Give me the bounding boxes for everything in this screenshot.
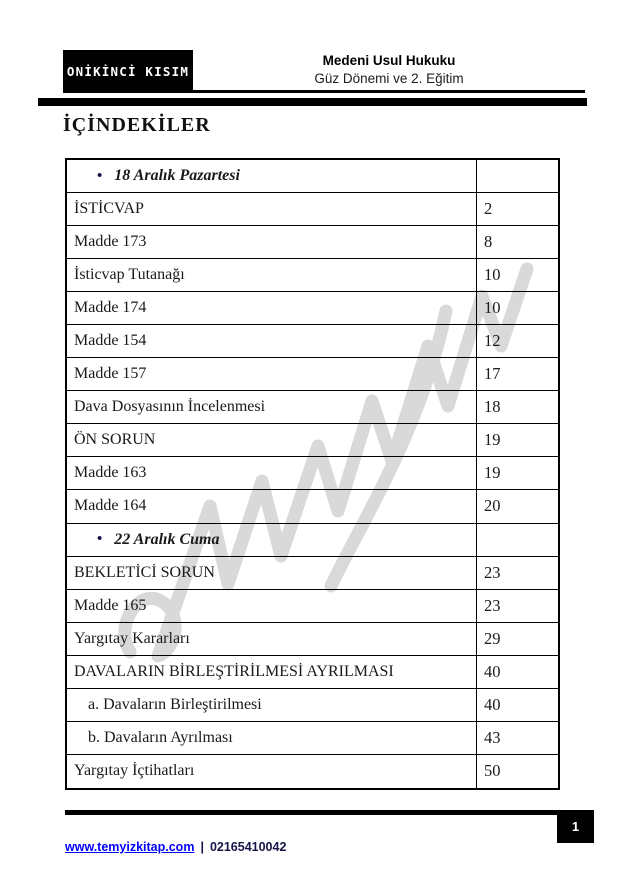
toc-row <box>67 358 558 391</box>
toc-entry-text: 18 Aralık Pazartesi <box>114 167 240 185</box>
header-thin-rule <box>63 90 585 93</box>
footer-rule <box>65 810 590 815</box>
toc-entry-label <box>67 557 477 589</box>
phone-number: 02165410042 <box>209 840 287 854</box>
bullet-icon: • <box>97 167 103 184</box>
toc-entry-text: DAVALARIN BİRLEŞTİRİLMESİ AYRILMASI <box>74 662 394 680</box>
toc-entry-text: Dava Dosyasının İncelenmesi <box>74 398 266 416</box>
toc-entry-page: 19 <box>484 463 501 483</box>
toc-row <box>67 292 558 325</box>
toc-entry-page: 12 <box>484 331 501 351</box>
toc-entry-text: a. Davaların Birleştirilmesi <box>88 695 262 713</box>
toc-entry-label <box>67 391 477 423</box>
toc-entry-text: Madde 173 <box>74 233 147 251</box>
footer-contact <box>65 840 286 854</box>
toc-entry-label <box>67 490 477 522</box>
toc-entry-label <box>67 193 477 225</box>
footer-separator: | <box>200 840 204 854</box>
toc-entry-page: 40 <box>484 661 501 681</box>
toc-entry-text: b. Davaların Ayrılması <box>88 728 233 746</box>
section-title-box <box>63 50 193 93</box>
toc-entry-text: Madde 154 <box>74 332 147 350</box>
toc-entry-text: Madde 157 <box>74 365 147 383</box>
page-number: 1 <box>571 819 580 834</box>
toc-entry-label <box>67 722 477 754</box>
toc-entry-label <box>67 358 477 390</box>
toc-entry-text: İSTİCVAP <box>74 200 144 218</box>
bullet-icon: • <box>97 531 103 548</box>
toc-row <box>67 722 558 755</box>
toc-row <box>67 160 558 193</box>
toc-entry-text: Yargıtay İçtihatları <box>74 762 195 780</box>
toc-entry-text: Madde 165 <box>74 596 147 614</box>
section-title-label: ONİKİNCİ KISIM <box>66 64 190 79</box>
toc-entry-label <box>67 292 477 324</box>
toc-entry-label <box>67 755 477 788</box>
toc-entry-page: 43 <box>484 727 501 747</box>
toc-entry-page: 2 <box>484 199 493 219</box>
toc-entry-label <box>67 259 477 291</box>
toc-entry-page: 50 <box>484 761 501 781</box>
course-subtitle: Güz Dönemi ve 2. Eğitim <box>314 70 464 86</box>
toc-row <box>67 524 558 557</box>
page-title: İÇİNDEKİLER <box>63 114 211 136</box>
toc-row <box>67 424 558 457</box>
toc-entry-label <box>67 689 477 721</box>
toc-entry-page: 23 <box>484 562 501 582</box>
toc-entry-text: Madde 174 <box>74 299 147 317</box>
toc-entry-page: 17 <box>484 364 501 384</box>
toc-entry-text: Yargıtay Kararları <box>74 629 190 647</box>
toc-row <box>67 325 558 358</box>
toc-entry-label <box>67 524 477 556</box>
toc-entry-label <box>67 424 477 456</box>
toc-entry-label <box>67 160 477 192</box>
toc-entry-text: Madde 164 <box>74 497 147 515</box>
toc-row <box>67 656 558 689</box>
toc-entry-label <box>67 325 477 357</box>
toc-entry-text: ÖN SORUN <box>74 431 156 449</box>
header-thick-rule <box>38 98 587 106</box>
toc-entry-label <box>67 623 477 655</box>
toc-row <box>67 259 558 292</box>
toc-entry-page <box>477 524 558 556</box>
header-titles <box>193 53 585 88</box>
toc-entry-text: 22 Aralık Cuma <box>114 530 220 548</box>
toc-row <box>67 755 558 788</box>
toc-entry-page: 10 <box>484 265 501 285</box>
toc-entry-page: 20 <box>484 496 501 516</box>
toc-entry-page: 40 <box>484 694 501 714</box>
toc-entry-page: 23 <box>484 595 501 615</box>
toc-entry-label <box>67 590 477 622</box>
toc-entry-page: 18 <box>484 397 501 417</box>
toc-row <box>67 590 558 623</box>
toc-row <box>67 623 558 656</box>
toc-entry-page <box>477 160 558 192</box>
toc-entry-label <box>67 226 477 258</box>
page-number-badge <box>557 810 594 843</box>
toc-entry-label <box>67 656 477 688</box>
toc-row <box>67 557 558 590</box>
toc-entry-page: 8 <box>484 232 493 252</box>
toc-entry-label <box>67 457 477 489</box>
toc-row <box>67 689 558 722</box>
toc-entry-text: Madde 163 <box>74 464 147 482</box>
toc-row <box>67 193 558 226</box>
toc-table <box>65 158 560 790</box>
toc-entry-page: 29 <box>484 628 501 648</box>
toc-entry-text: BEKLETİCİ SORUN <box>74 563 215 581</box>
toc-row <box>67 391 558 424</box>
course-title: Medeni Usul Hukuku <box>322 53 456 68</box>
toc-row <box>67 226 558 259</box>
toc-entry-text: İsticvap Tutanağı <box>74 266 185 284</box>
toc-row <box>67 490 558 523</box>
toc-entry-page: 19 <box>484 430 501 450</box>
website-link[interactable]: www.temyizkitap.com <box>65 840 195 854</box>
toc-row <box>67 457 558 490</box>
toc-entry-page: 10 <box>484 298 501 318</box>
